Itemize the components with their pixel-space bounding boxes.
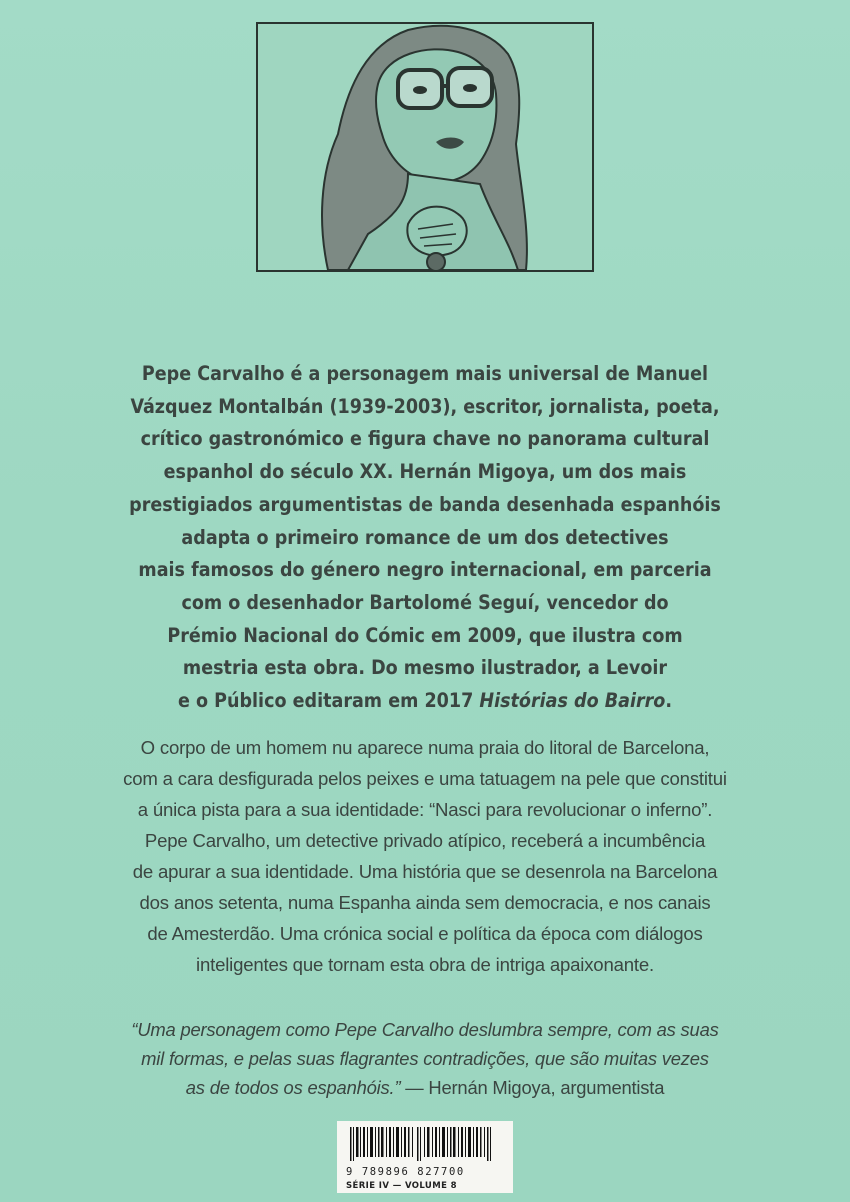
blurb-last-line — [95, 685, 755, 718]
synopsis-line: a única pista para a sua identidade: “Nasci para revolucionar o inferno”. — [137, 799, 713, 820]
synopsis-paragraph — [95, 732, 755, 980]
blurb-line: prestigiados argumentistas de banda desenhada espanhóis — [129, 492, 721, 516]
blurb-line: com o desenhador Bartolomé Seguí, vencedor do — [181, 590, 669, 614]
quote-line: as de todos os espanhóis.” — [185, 1077, 401, 1098]
blurb-last-line-prefix: e o Público editaram em 2017 — [177, 689, 480, 713]
synopsis-line: com a cara desfigurada pelos peixes e uma tatuagem na pele que constitui — [123, 768, 727, 789]
blurb-line: Prémio Nacional do Cómic em 2009, que ilustra com — [167, 623, 683, 647]
blurb-line: mestria esta obra. Do mesmo ilustrador, a Levoir — [182, 656, 668, 680]
quote-line: “Uma personagem como Pepe Carvalho deslumbra sempre, com as suas — [131, 1019, 719, 1040]
barcode-icon — [346, 1127, 504, 1161]
blurb-line: espanhol do século XX. Hernán Migoya, um dos mais — [163, 460, 687, 484]
blurb-line: mais famosos do género negro internacional, em parceria — [138, 558, 712, 582]
blurb-paragraph — [95, 358, 755, 718]
synopsis-line: dos anos setenta, numa Espanha ainda sem democracia, e nos canais — [139, 892, 711, 913]
author-quote — [95, 1015, 755, 1102]
blurb-line: Vázquez Montalbán (1939-2003), escritor, jornalista, poeta, — [130, 394, 720, 418]
blurb-line: crítico gastronómico e figura chave no panorama cultural — [140, 427, 710, 451]
synopsis-line: O corpo de um homem nu aparece numa praia do litoral de Barcelona, — [140, 737, 710, 758]
cover-illustration — [256, 22, 594, 272]
quote-attribution: — Hernán Migoya, argumentista — [400, 1077, 665, 1098]
blurb-line: Pepe Carvalho é a personagem mais universal de Manuel — [141, 362, 709, 385]
blurb-line: adapta o primeiro romance de um dos detectives — [181, 525, 669, 549]
synopsis-line: de Amesterdão. Uma crónica social e política da época com diálogos — [147, 923, 703, 944]
book-title-reference: Histórias do Bairro — [479, 689, 666, 713]
synopsis-line: Pepe Carvalho, um detective privado atípico, receberá a incumbência — [144, 830, 706, 851]
quote-line: mil formas, e pelas suas flagrantes contradições, que são muitas vezes — [141, 1048, 709, 1069]
barcode-label — [337, 1121, 513, 1193]
blurb-last-line-suffix: . — [665, 689, 672, 713]
series-volume-label: SÉRIE IV — VOLUME 8 — [346, 1181, 457, 1191]
barcode-number: 9 789896 827700 — [346, 1166, 465, 1178]
woman-with-glasses-illustration — [258, 24, 592, 270]
synopsis-line: de apurar a sua identidade. Uma história que se desenrola na Barcelona — [132, 861, 718, 882]
synopsis-line: inteligentes que tornam esta obra de intriga apaixonante. — [196, 954, 654, 975]
